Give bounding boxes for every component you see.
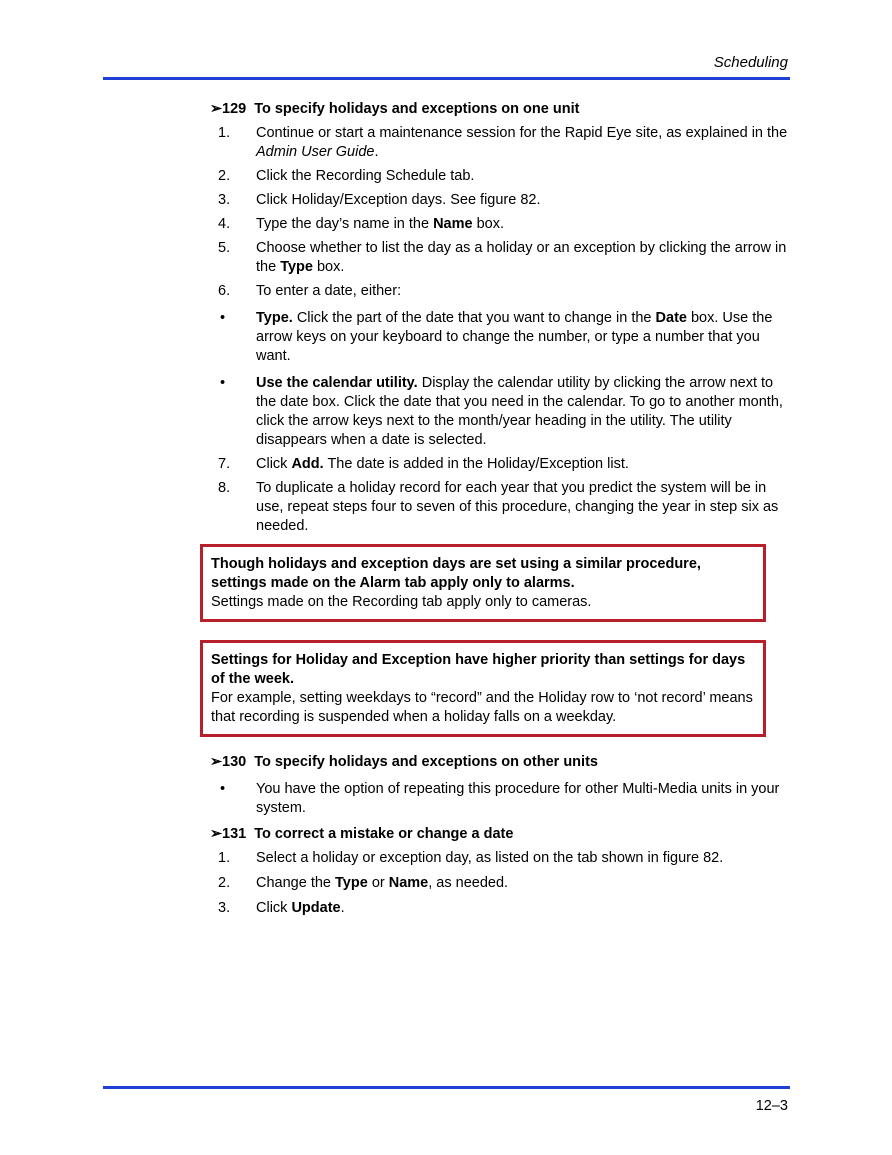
step: 1. Select a holiday or exception day, as listed on the tab shown in figure 82.: [218, 850, 724, 866]
arrow-icon: ➢: [210, 754, 223, 770]
bullet-item: • Type. Click the part of the date that you want to change in the Date box. Use the arrow keys on your keyboard to change the number, or type a number that you want.: [220, 310, 773, 364]
header-rule: [103, 77, 790, 80]
bullet-item: • Use the calendar utility. Display the calendar utility by clicking the arrow next to the date box. Click the date that you need in the calendar. To go to another month, click the arrow keys next to the month/year heading in the utility. The utility disappears when a date is selected.: [220, 375, 783, 448]
step: 5. Choose whether to list the day as a holiday or an exception by clicking the arrow in the Type box.: [218, 240, 787, 275]
page-content: [210, 100, 790, 918]
step: 3. Click Update.: [218, 900, 345, 916]
procedure-131-heading: ➢131 To correct a mistake or change a date: [210, 826, 514, 842]
step: 4. Type the day’s name in the Name box.: [218, 216, 505, 232]
note-box-alarm-tab: Though holidays and exception days are set using a similar procedure, settings made on the Alarm tab apply only to alarms. Settings made on the Recording tab apply only to cameras.: [200, 544, 766, 622]
step: 7. Click Add. The date is added in the Holiday/Exception list.: [218, 456, 629, 472]
step: 8. To duplicate a holiday record for each year that you predict the system will be in use, repeat steps four to seven of this procedure, changing the year in step six as needed.: [218, 480, 779, 534]
step: 2. Change the Type or Name, as needed.: [218, 875, 509, 891]
step: 3. Click Holiday/Exception days. See figure 82.: [218, 192, 541, 208]
procedure-129-heading: ➢129 To specify holidays and exceptions on one unit: [210, 101, 580, 117]
step: 6. To enter a date, either:: [218, 283, 402, 299]
step: 2. Click the Recording Schedule tab.: [218, 168, 475, 184]
step: 1. Continue or start a maintenance session for the Rapid Eye site, as explained in the Admin User Guide.: [218, 125, 788, 160]
arrow-icon: ➢: [210, 101, 223, 117]
footer-rule: [103, 1086, 790, 1089]
bullet-item: • You have the option of repeating this procedure for other Multi-Media units in your system.: [220, 781, 780, 816]
note-box-priority: Settings for Holiday and Exception have higher priority than settings for days of the week. For example, setting weekdays to “record” and the Holiday row to ‘not record’ means that recording is suspended when a holiday falls on a weekday.: [200, 640, 766, 737]
running-header: Scheduling: [713, 54, 788, 71]
page-number: 12–3: [755, 1098, 788, 1114]
arrow-icon: ➢: [210, 826, 223, 842]
procedure-130-heading: ➢130 To specify holidays and exceptions on other units: [210, 754, 598, 770]
